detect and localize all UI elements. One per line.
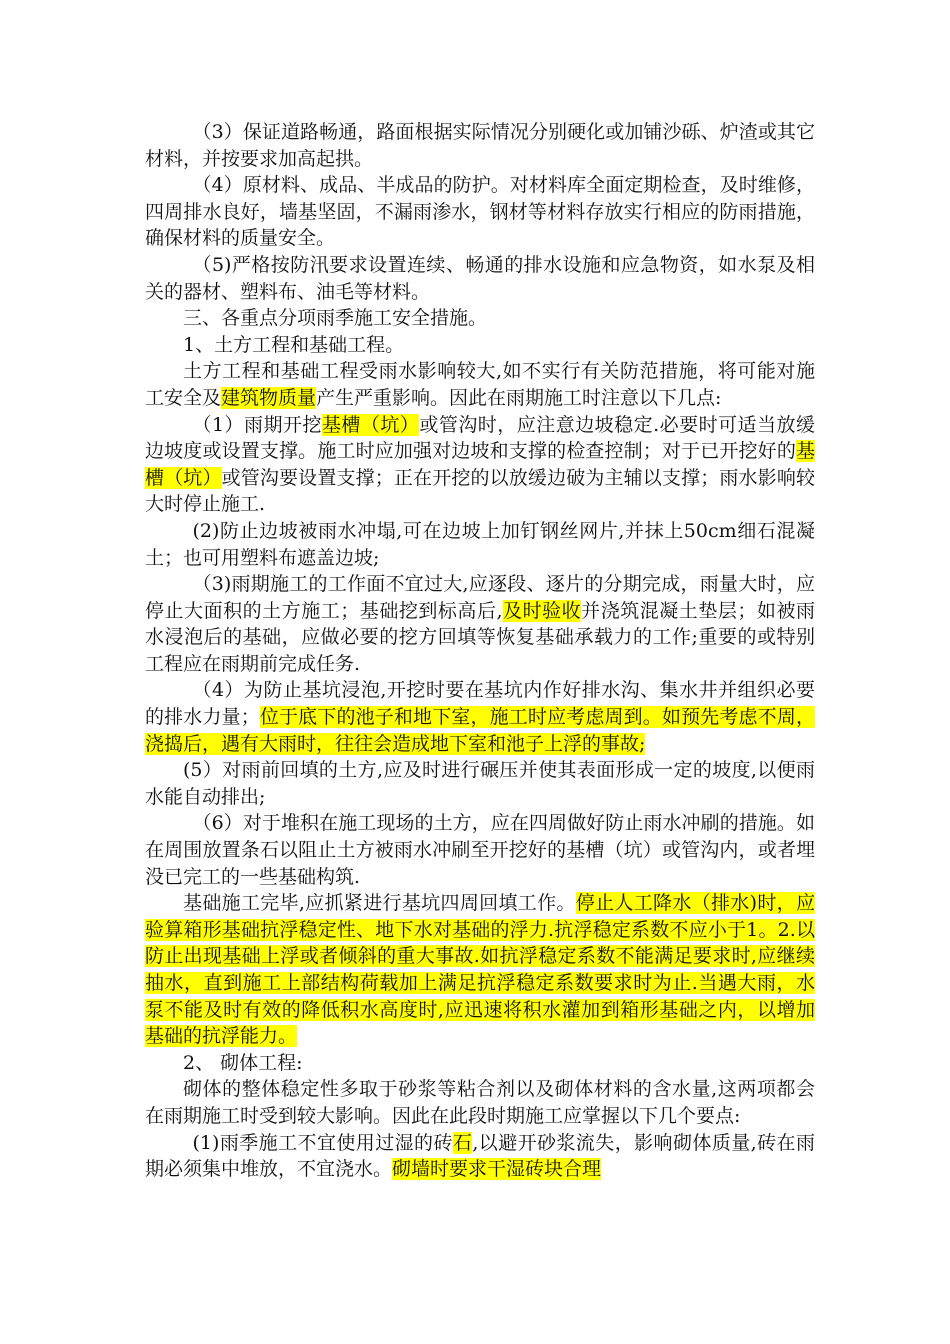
highlighted-text: 及时验收: [502, 599, 582, 622]
paragraph-item-6: [145, 810, 815, 890]
text-run: 2、 砌体工程:: [183, 1051, 303, 1074]
paragraph-drainage: [145, 252, 815, 305]
text-run: （5)严格按防汛要求设置连续、畅通的排水设施和应急物资，如水泵及相关的器材、塑料布、油毛等材料。: [145, 253, 815, 303]
highlighted-text: 位于底下的池子和地下室，施工时应考虑周到。如预先考虑不周，浇捣后，遇有大雨时，往往会造成地下室和池子上浮的事故;: [145, 706, 815, 755]
text-run: 或管沟要设置支撑；正在开挖的以放缓边破为主辅以支撑；雨水影响较大时停止施工.: [145, 466, 815, 516]
text-run: (5）对雨前回填的土方,应及时进行碾压并使其表面形成一定的坡度,以便雨水能自动排出;: [145, 759, 815, 808]
text-run: 产生严重影响。因此在雨期施工时注意以下几点:: [316, 386, 722, 409]
text-run: （6）对于堆积在施工现场的土方，应在四周做好防止雨水冲刷的措施。如在周围放置条石以阻止土方被雨水冲刷至开挖好的基槽（坑）或管沟内，或者埋没已完工的一些基础构筑.: [145, 812, 815, 888]
text-run: 1、土方工程和基础工程。: [183, 333, 405, 356]
highlighted-text: 基槽（坑）: [321, 413, 420, 436]
text-run: （4）为防止基坑浸泡,开挖时要在基坑内作好排水沟、集水井并组织必要的排水力量；: [145, 679, 815, 729]
paragraph-item-1: [145, 412, 815, 518]
text-run: 土方工程和基础工程受雨水影响较大,如不实行有关防范措施，将可能对施工安全及: [145, 360, 815, 409]
document-body: [145, 119, 815, 1183]
paragraph-item-5: [145, 757, 815, 810]
text-run: (1)雨季施工不宜使用过湿的砖: [192, 1131, 453, 1154]
paragraph-item-2: [145, 518, 815, 571]
paragraph-earthwork-intro: [145, 358, 815, 411]
text-run: （3）保证道路畅通，路面根据实际情况分别硬化或加铺沙砾、炉渣或其它材料，并按要求加高起拱。: [145, 121, 815, 170]
text-run: 三、各重点分项雨季施工安全措施。: [183, 307, 488, 330]
paragraph-item-3: [145, 571, 815, 677]
paragraph-backfill: [145, 890, 815, 1050]
text-run: 并浇筑混凝土垫层；如被雨水浸泡后的基础，应做必要的挖方回填等恢复基础承载力的工作;重要的或特别工程应在雨期前完成任务.: [145, 599, 815, 675]
highlighted-text: 基槽（坑）: [145, 440, 815, 489]
paragraph-item-4: [145, 677, 815, 757]
text-run: （3)雨期施工的工作面不宜过大,应逐段、逐片的分期完成，雨量大时，应停止大面积的土方施工；基础挖到标高后,: [145, 573, 815, 622]
highlighted-text: 停止人工降水（排水)时，应验算箱形基础抗浮稳定性、地下水对基础的浮力.抗浮稳定系数不应小于1。2.以防止出现基础上浮或者倾斜的重大事故.如抗浮稳定系数不能满足要求时,应继续抽水，直到施工上部结构荷载加上满足抗浮稳定系数要求时为止.当遇大雨，水泵不能及时有效的降低积水高度时,应迅速将积水灌加到箱形基础之内，以增加基础的抗浮能力。: [145, 892, 815, 1048]
section-heading-3: [145, 305, 815, 332]
paragraph-masonry-item-1: [145, 1130, 815, 1183]
subsection-heading-2: [145, 1050, 815, 1077]
text-run: ,以避开砂浆流失，影响砌体质量,砖在雨期必须集中堆放，不宜浇水。: [145, 1131, 815, 1181]
highlighted-text: 建筑物质量: [221, 386, 317, 409]
subsection-heading-1: [145, 332, 815, 359]
paragraph-materials: [145, 172, 815, 252]
paragraph-road: [145, 119, 815, 172]
text-run: （4）原材料、成品、半成品的防护。对材料库全面定期检查，及时维修，四周排水良好，墙基坚固，不漏雨渗水，钢材等材料存放实行相应的防雨措施，确保材料的质量安全。: [145, 174, 815, 250]
text-run: 砌体的整体稳定性多取于砂浆等粘合剂以及砌体材料的含水量,这两项都会在雨期施工时受到较大影响。因此在此段时期施工应掌握以下几个要点:: [145, 1078, 815, 1127]
paragraph-masonry-intro: [145, 1076, 815, 1129]
highlighted-text: 石: [452, 1131, 473, 1154]
highlighted-text: 砌墙时要求干湿砖块合理: [392, 1158, 602, 1181]
text-run: 或管沟时，应注意边坡稳定.必要时可适当放缓边坡度或设置支撑。施工时应加强对边坡和支撑的检查控制；对于已开挖好的: [145, 413, 815, 463]
text-run: 基础施工完毕,应抓紧进行基坑四周回填工作。: [183, 892, 576, 915]
text-run: （1）雨期开挖: [192, 413, 322, 436]
text-run: (2)防止边坡被雨水冲塌,可在边坡上加钉钢丝网片,并抹上50cm细石混凝土；也可用塑料布遮盖边坡;: [145, 519, 815, 569]
